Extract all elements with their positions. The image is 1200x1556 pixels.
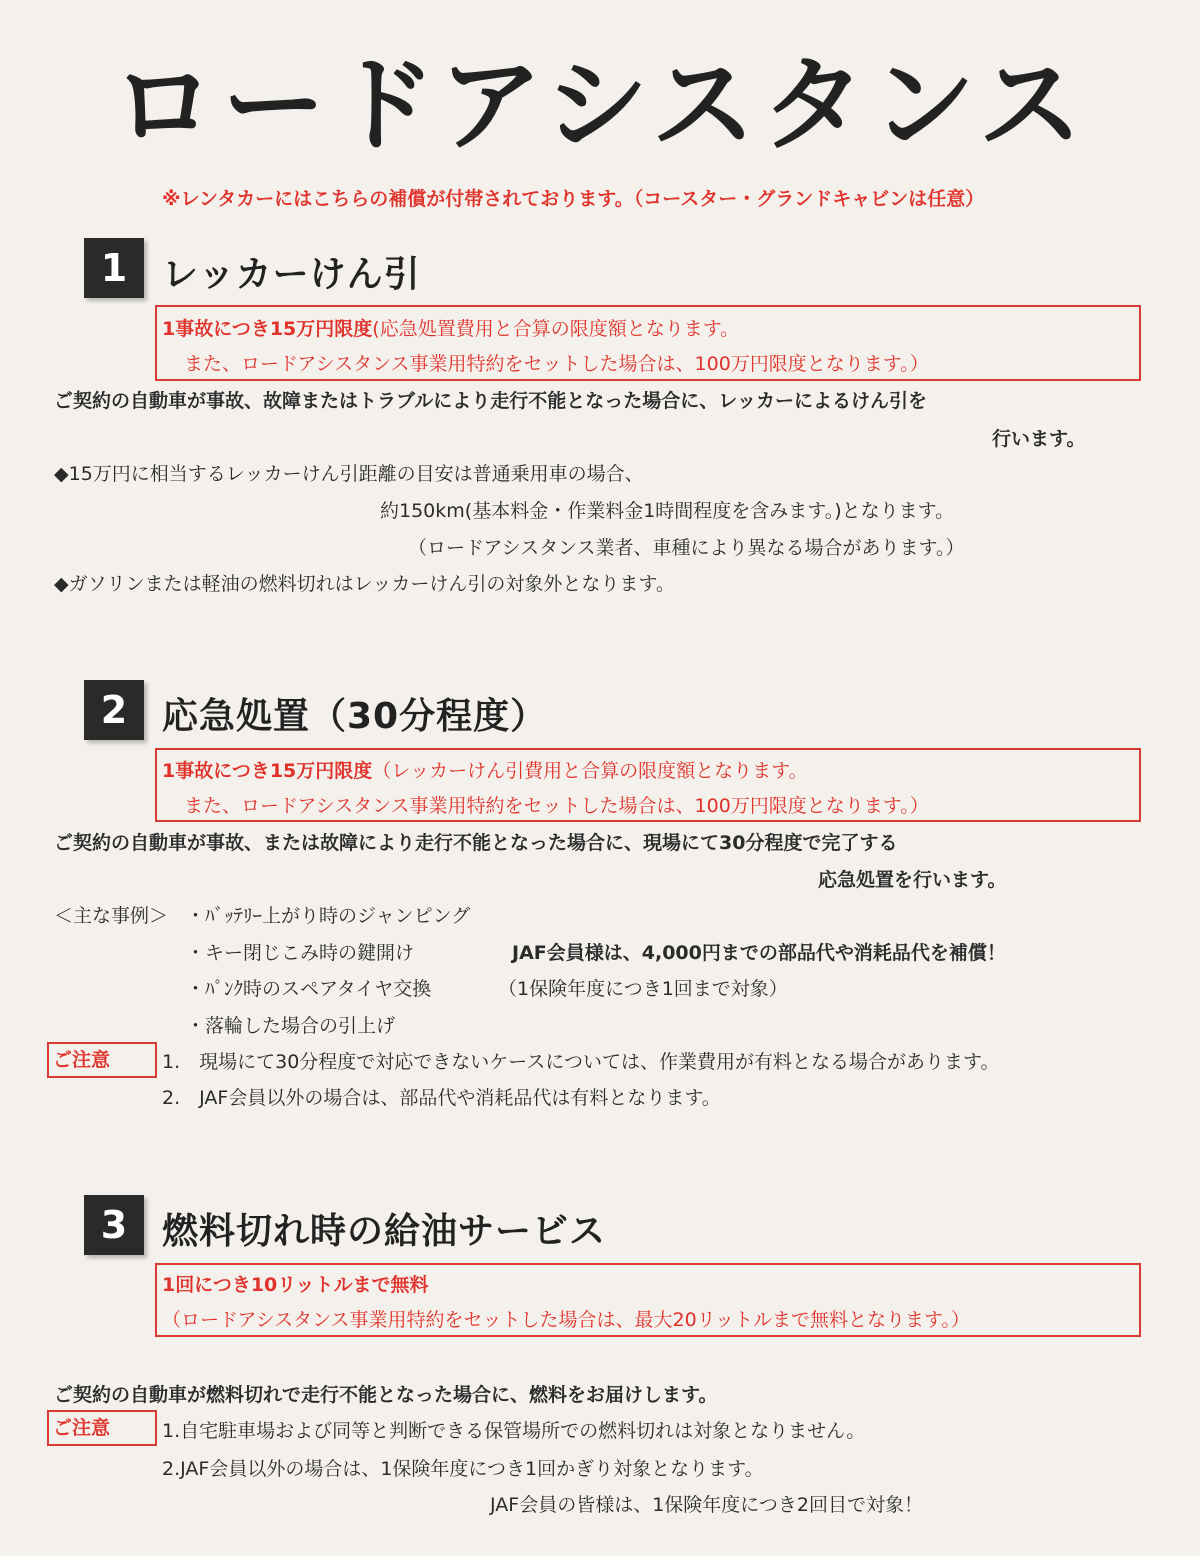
section-1-note: （ロードアシスタンス業者、車種により異なる場合があります。）: [408, 537, 965, 559]
section-2-desc-line2: 応急処置を行います。: [818, 869, 1007, 891]
jaf-benefit-note: （1保険年度につき1回まで対象）: [498, 978, 788, 1000]
section-3-number: 3: [84, 1195, 144, 1255]
example-item: ・ﾊﾞｯﾃﾘｰ上がり時のジャンピング: [186, 905, 471, 927]
section-1-desc-line1: ご契約の自動車が事故、故障またはトラブルにより走行不能となった場合に、レッカーによるけん引を: [54, 390, 928, 412]
section-1-title: レッカーけん引: [162, 254, 421, 295]
section-1-note: 約150km(基本料金・作業料金1時間程度を含みます。)となります。: [380, 500, 955, 522]
section-2-title: 応急処置（30分程度）: [162, 696, 548, 737]
section-1-number: 1: [84, 238, 144, 298]
section-3-limit-bold: 1回につき10リットルまで無料: [162, 1274, 429, 1296]
example-item: ・ﾊﾟﾝｸ時のスペアタイヤ交換: [186, 978, 432, 1000]
caution-item: JAF会員の皆様は、1保険年度につき2回目で対象！: [490, 1494, 923, 1516]
section-1-note: ◆ガソリンまたは軽油の燃料切れはレッカーけん引の対象外となります。: [54, 573, 675, 595]
section-2-limit-line2: また、ロードアシスタンス事業用特約をセットした場合は、100万円限度となります。）: [184, 795, 929, 817]
section-2-limit-bold: 1事故につき15万円限度: [162, 760, 373, 782]
caution-badge: ご注意: [47, 1410, 157, 1446]
example-item: ・キー閉じこみ時の鍵開け: [186, 942, 415, 964]
section-2-number: 2: [84, 680, 144, 740]
section-3-limit-line2: （ロードアシスタンス事業用特約をセットした場合は、最大20リットルまで無料となります。）: [162, 1309, 970, 1331]
section-3-limit-line1: [162, 1270, 429, 1297]
caution-badge: ご注意: [47, 1042, 157, 1078]
section-2-limit-rest: （レッカーけん引費用と合算の限度額となります。: [372, 760, 808, 782]
example-item: ・落輪した場合の引上げ: [186, 1015, 396, 1037]
caution-item: 2. JAF会員以外の場合は、部品代や消耗品代は有料となります。: [162, 1087, 721, 1109]
section-1-note: ◆15万円に相当するレッカーけん引距離の目安は普通乗用車の場合、: [54, 463, 644, 485]
section-3-title: 燃料切れ時の給油サービス: [162, 1211, 607, 1252]
section-1-limit-line1: [162, 314, 739, 341]
section-1-desc-line2: 行います。: [992, 428, 1086, 450]
jaf-benefit: JAF会員様は、4,000円までの部品代や消耗品代を補償！: [512, 942, 1006, 964]
section-1-limit-bold: 1事故につき15万円限度: [162, 318, 373, 340]
section-1-limit-rest: (応急処置費用と合算の限度額となります。: [372, 318, 740, 340]
caution-item: 1.自宅駐車場および同等と判断できる保管場所での燃料切れは対象となりません。: [162, 1420, 866, 1442]
section-3-desc-line1: ご契約の自動車が燃料切れで走行不能となった場合に、燃料をお届けします。: [54, 1384, 718, 1406]
caution-item: 2.JAF会員以外の場合は、1保険年度につき1回かぎり対象となります。: [162, 1458, 764, 1480]
caution-item: 1. 現場にて30分程度で対応できないケースについては、作業費用が有料となる場合があります。: [162, 1051, 1000, 1073]
section-2-desc-line1: ご契約の自動車が事故、または故障により走行不能となった場合に、現場にて30分程度で完了する: [54, 832, 898, 854]
page-title: ロードアシスタンス: [111, 44, 1089, 166]
section-1-limit-line2: また、ロードアシスタンス事業用特約をセットした場合は、100万円限度となります。）: [184, 353, 929, 375]
page-subtitle: ※レンタカーにはこちらの補償が付帯されております。（コースター・グランドキャビンは任意）: [162, 188, 985, 210]
section-2-limit-line1: [162, 756, 808, 783]
examples-label: ＜主な事例＞: [54, 905, 169, 927]
